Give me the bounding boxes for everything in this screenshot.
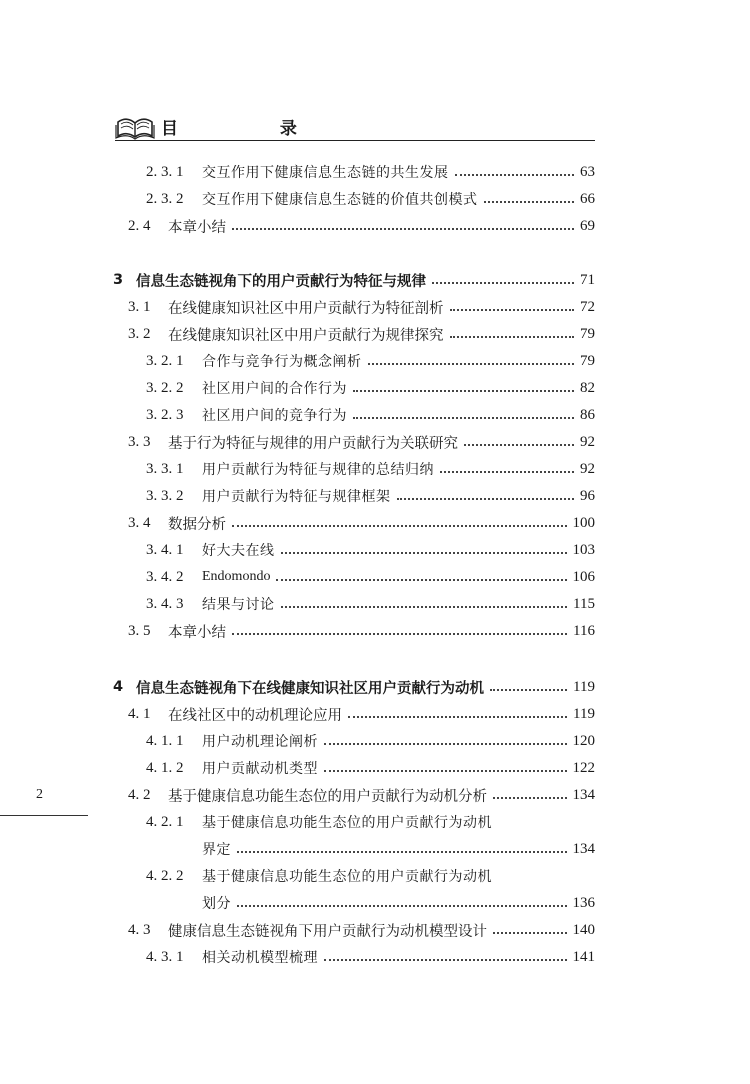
entry-title: 基于健康信息功能生态位的用户贡献行为动机 — [202, 869, 492, 885]
toc-entry[interactable] — [128, 782, 595, 808]
toc-entry[interactable] — [128, 429, 595, 455]
entry-title: 基于健康信息功能生态位的用户贡献行为动机分析 — [168, 788, 487, 805]
entry-page: 106 — [572, 568, 595, 585]
leader-dots — [368, 363, 575, 365]
leader-dots — [450, 309, 575, 311]
entry-number: 3. 3. 1 — [146, 460, 184, 477]
toc-entry[interactable] — [146, 375, 595, 401]
entry-page: 79 — [580, 352, 595, 369]
entry-page: 122 — [572, 759, 595, 776]
entry-title: 数据分析 — [168, 516, 226, 533]
entry-number: 4. 3 — [128, 921, 151, 938]
entry-title: 本章小结 — [168, 219, 226, 236]
leader-dots — [324, 770, 567, 772]
toc-entry[interactable] — [146, 186, 595, 212]
leader-dots — [450, 336, 575, 338]
entry-page: 116 — [573, 622, 595, 639]
entry-page: 140 — [572, 921, 595, 938]
toc-entry[interactable] — [146, 483, 595, 509]
leader-dots — [232, 633, 567, 635]
entry-number: 4. 1. 2 — [146, 759, 184, 776]
leader-dots — [484, 201, 575, 203]
entry-page: 120 — [572, 732, 595, 749]
leader-dots — [348, 716, 567, 718]
toc-entry[interactable] — [146, 456, 595, 482]
toc-entry[interactable] — [128, 294, 595, 320]
entry-title: 用户贡献行为特征与规律的总结归纳 — [202, 462, 434, 478]
chapter-number: 4 — [113, 679, 124, 695]
entry-page: 136 — [572, 894, 595, 911]
entry-title: 健康信息生态链视角下用户贡献行为动机模型设计 — [168, 923, 487, 940]
entry-page: 69 — [580, 217, 595, 234]
entry-number: 4. 2 — [128, 786, 151, 803]
leader-dots — [493, 932, 567, 934]
page-number-rule — [0, 815, 88, 816]
entry-title-continued: 划分 — [202, 896, 231, 912]
entry-page: 100 — [572, 514, 595, 531]
entry-page: 134 — [572, 786, 595, 803]
toc-entry[interactable] — [146, 159, 595, 185]
toc-entry[interactable] — [146, 348, 595, 374]
entry-title: 在线健康知识社区中用户贡献行为特征剖析 — [168, 300, 444, 317]
leader-dots — [490, 689, 567, 691]
leader-dots — [276, 579, 566, 581]
entry-number: 4. 2. 2 — [146, 867, 184, 884]
entry-title: 用户贡献行为特征与规律框架 — [202, 489, 391, 505]
leader-dots — [493, 797, 567, 799]
toc-entry[interactable] — [146, 402, 595, 428]
entry-page: 79 — [580, 325, 595, 342]
entry-number: 3. 4. 1 — [146, 541, 184, 558]
entry-title: 本章小结 — [168, 624, 226, 641]
entry-page: 71 — [580, 271, 595, 288]
leader-dots — [455, 174, 575, 176]
entry-number: 3. 3. 2 — [146, 487, 184, 504]
leader-dots — [397, 498, 575, 500]
entry-title: 结果与讨论 — [202, 597, 275, 613]
entry-number: 3. 4. 3 — [146, 595, 184, 612]
leader-dots — [281, 552, 567, 554]
chapter-title: 信息生态链视角下在线健康知识社区用户贡献行为动机 — [136, 680, 484, 697]
entry-page: 103 — [572, 541, 595, 558]
leader-dots — [432, 282, 574, 284]
entry-number: 3. 2 — [128, 325, 151, 342]
entry-title: 在线社区中的动机理论应用 — [168, 707, 342, 724]
leader-dots — [353, 390, 574, 392]
entry-page: 66 — [580, 190, 595, 207]
entry-title: Endomondo — [202, 569, 271, 584]
entry-number: 4. 2. 1 — [146, 813, 184, 830]
toc-entry[interactable] — [146, 537, 595, 563]
leader-dots — [232, 228, 574, 230]
entry-title: 交互作用下健康信息生态链的价值共创模式 — [202, 192, 478, 208]
entry-page: 86 — [580, 406, 595, 423]
leader-dots — [281, 606, 568, 608]
toc-entry-continuation — [202, 890, 595, 916]
toc-entry[interactable] — [128, 618, 595, 644]
entry-title: 相关动机模型梳理 — [202, 950, 318, 966]
leader-dots — [237, 905, 567, 907]
leader-dots — [464, 444, 574, 446]
leader-dots — [232, 525, 567, 527]
toc-entry[interactable] — [146, 564, 595, 590]
entry-number: 4. 1. 1 — [146, 732, 184, 749]
toc-entry[interactable] — [146, 863, 595, 889]
toc-entry[interactable] — [146, 944, 595, 970]
toc-entry[interactable] — [146, 591, 595, 617]
entry-number: 3. 1 — [128, 298, 151, 315]
entry-title: 社区用户间的合作行为 — [202, 381, 347, 397]
toc-chapter[interactable] — [113, 674, 595, 700]
entry-number: 4. 1 — [128, 705, 151, 722]
entry-title: 社区用户间的竞争行为 — [202, 408, 347, 424]
toc-entry[interactable] — [128, 701, 595, 727]
toc-entry[interactable] — [128, 510, 595, 536]
header-title: 目 录 — [161, 119, 345, 139]
entry-title: 用户动机理论阐析 — [202, 734, 318, 750]
entry-number: 4. 3. 1 — [146, 948, 184, 965]
entry-title: 合作与竞争行为概念阐析 — [202, 354, 362, 370]
toc-entry[interactable] — [146, 809, 595, 835]
toc-chapter[interactable] — [113, 267, 595, 293]
entry-page: 141 — [572, 948, 595, 965]
entry-page: 92 — [580, 433, 595, 450]
entry-number: 2. 4 — [128, 217, 151, 234]
entry-title: 用户贡献动机类型 — [202, 761, 318, 777]
entry-number: 3. 5 — [128, 622, 151, 639]
entry-page: 119 — [573, 705, 595, 722]
entry-number: 2. 3. 2 — [146, 190, 184, 207]
entry-page: 92 — [580, 460, 595, 477]
page-number: 2 — [36, 787, 43, 802]
toc-entry[interactable] — [128, 917, 595, 943]
entry-page: 119 — [573, 678, 595, 695]
entry-number: 3. 4 — [128, 514, 151, 531]
entry-title-continued: 界定 — [202, 842, 231, 858]
leader-dots — [237, 851, 567, 853]
leader-dots — [353, 417, 574, 419]
entry-page: 63 — [580, 163, 595, 180]
chapter-number: 3 — [113, 272, 124, 288]
toc-entry-continuation — [202, 836, 595, 862]
entry-page: 96 — [580, 487, 595, 504]
entry-number: 3. 4. 2 — [146, 568, 184, 585]
entry-title: 在线健康知识社区中用户贡献行为规律探究 — [168, 327, 444, 344]
entry-title: 基于行为特征与规律的用户贡献行为关联研究 — [168, 435, 458, 452]
entry-title: 交互作用下健康信息生态链的共生发展 — [202, 165, 449, 181]
leader-dots — [324, 743, 567, 745]
entry-page: 72 — [580, 298, 595, 315]
entry-number: 2. 3. 1 — [146, 163, 184, 180]
leader-dots — [440, 471, 574, 473]
leader-dots — [324, 959, 567, 961]
toc-entry[interactable] — [146, 755, 595, 781]
entry-number: 3. 2. 1 — [146, 352, 184, 369]
chapter-title: 信息生态链视角下的用户贡献行为特征与规律 — [136, 273, 426, 290]
entry-page: 134 — [572, 840, 595, 857]
entry-page: 82 — [580, 379, 595, 396]
toc-entry[interactable] — [146, 728, 595, 754]
entry-number: 3. 3 — [128, 433, 151, 450]
entry-number: 3. 2. 3 — [146, 406, 184, 423]
entry-title: 基于健康信息功能生态位的用户贡献行为动机 — [202, 815, 492, 831]
toc-entry[interactable] — [128, 213, 595, 239]
entry-number: 3. 2. 2 — [146, 379, 184, 396]
toc-entry[interactable] — [128, 321, 595, 347]
entry-page: 115 — [573, 595, 595, 612]
entry-title: 好大夫在线 — [202, 543, 275, 559]
